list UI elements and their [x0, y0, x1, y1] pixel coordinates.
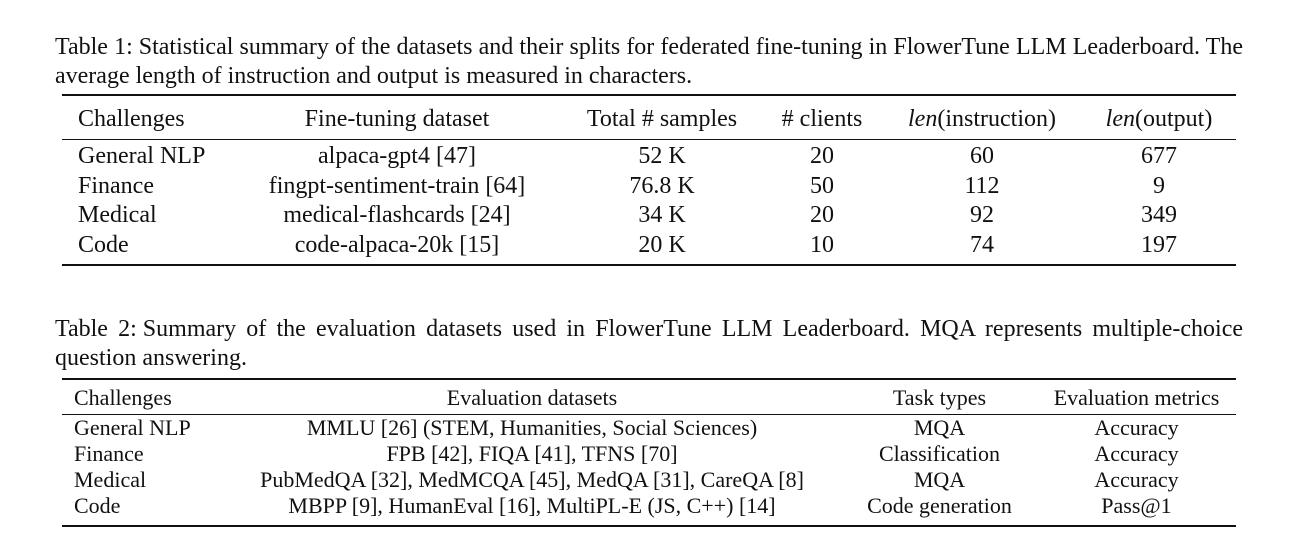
cell-total-samples: 20 K	[638, 231, 686, 258]
table-row	[62, 441, 1236, 467]
table-row	[62, 201, 1236, 231]
table2-caption	[55, 315, 1243, 373]
cell-len-output: 349	[1141, 202, 1177, 229]
cell-clients: 50	[810, 172, 834, 199]
cell-total-samples: 76.8 K	[629, 172, 695, 199]
cell-len-output: 677	[1141, 143, 1177, 170]
table-row	[62, 140, 1236, 172]
table2-header-task-types: Task types	[892, 385, 987, 410]
cell-task-type: MQA	[913, 467, 966, 492]
len-output-suffix: (output)	[1135, 105, 1213, 132]
cell-len-output: 9	[1153, 172, 1165, 199]
table2-caption-text: Summary of the evaluation datasets used in FlowerTune LLM Leaderboard. MQA represents multiple-choice question answering.	[55, 316, 1244, 371]
cell-dataset: alpaca-gpt4 [47]	[318, 143, 476, 170]
table-row	[62, 493, 1236, 526]
cell-challenge: Finance	[78, 172, 154, 199]
cell-len-instruction: 60	[970, 143, 994, 170]
table2-header-evaluation-datasets: Evaluation datasets	[446, 385, 618, 410]
cell-challenge: Code	[78, 231, 129, 258]
cell-evaluation-metric: Accuracy	[1094, 415, 1179, 440]
table-row	[62, 467, 1236, 493]
cell-total-samples: 52 K	[638, 143, 686, 170]
table1-caption	[55, 33, 1243, 91]
cell-evaluation-datasets: MBPP [9], HumanEval [16], MultiPL-E (JS, C++) [14]	[288, 493, 776, 518]
table-row	[62, 231, 1236, 266]
len-math-label: len	[1105, 105, 1135, 132]
cell-dataset: fingpt-sentiment-train [64]	[268, 172, 526, 199]
cell-evaluation-datasets: PubMedQA [32], MedMCQA [45], MedQA [31], CareQA [8]	[260, 467, 804, 492]
cell-evaluation-metric: Accuracy	[1094, 467, 1179, 492]
cell-len-output: 197	[1141, 231, 1177, 258]
cell-evaluation-metric: Accuracy	[1094, 441, 1179, 466]
cell-challenge: General NLP	[78, 143, 206, 170]
cell-len-instruction: 74	[970, 231, 994, 258]
cell-evaluation-datasets: FPB [42], FIQA [41], TFNS [70]	[386, 441, 678, 466]
cell-challenge: Finance	[74, 441, 144, 466]
table1-header-clients: # clients	[781, 105, 863, 132]
table1-caption-text: Statistical summary of the datasets and their splits for federated fine-tuning in FlowerTune LLM Leaderboard. The average length of instruction and output is measured in characters.	[55, 34, 1243, 89]
cell-challenge: Medical	[74, 467, 147, 492]
table1-header-fine-tuning-dataset: Fine-tuning dataset	[304, 105, 490, 132]
table1-header-len-output	[1082, 95, 1236, 140]
table-row	[62, 415, 1236, 442]
table1-header-len-instruction	[882, 95, 1082, 140]
table1-header-row	[62, 95, 1236, 140]
cell-evaluation-metric: Pass@1	[1101, 493, 1172, 518]
table-row	[62, 172, 1236, 202]
table2-label: Table 2:	[55, 316, 137, 342]
cell-len-instruction: 112	[964, 172, 1000, 199]
cell-challenge: Code	[74, 493, 121, 518]
table2-header-challenges: Challenges	[74, 385, 172, 410]
cell-challenge: General NLP	[74, 415, 191, 440]
cell-clients: 10	[810, 231, 834, 258]
table1-header-challenges: Challenges	[78, 105, 185, 132]
cell-clients: 20	[810, 143, 834, 170]
table1-label: Table 1:	[55, 34, 133, 60]
cell-clients: 20	[810, 202, 834, 229]
table2-header-row	[62, 379, 1236, 415]
len-instruction-suffix: (instruction)	[937, 105, 1056, 132]
table1-header-total-samples: Total # samples	[586, 105, 738, 132]
cell-dataset: medical-flashcards [24]	[283, 202, 511, 229]
cell-challenge: Medical	[78, 202, 157, 229]
cell-task-type: Code generation	[867, 493, 1012, 518]
table2-header-evaluation-metrics: Evaluation metrics	[1053, 385, 1220, 410]
len-math-label: len	[908, 105, 938, 132]
cell-task-type: MQA	[913, 415, 966, 440]
cell-total-samples: 34 K	[638, 202, 686, 229]
cell-dataset: code-alpaca-20k [15]	[294, 231, 500, 258]
table2-evaluation-summary	[62, 378, 1236, 527]
cell-task-type: Classification	[879, 441, 1000, 466]
cell-evaluation-datasets: MMLU [26] (STEM, Humanities, Social Sciences)	[306, 415, 758, 440]
cell-len-instruction: 92	[970, 202, 994, 229]
table1-dataset-summary	[62, 94, 1236, 266]
